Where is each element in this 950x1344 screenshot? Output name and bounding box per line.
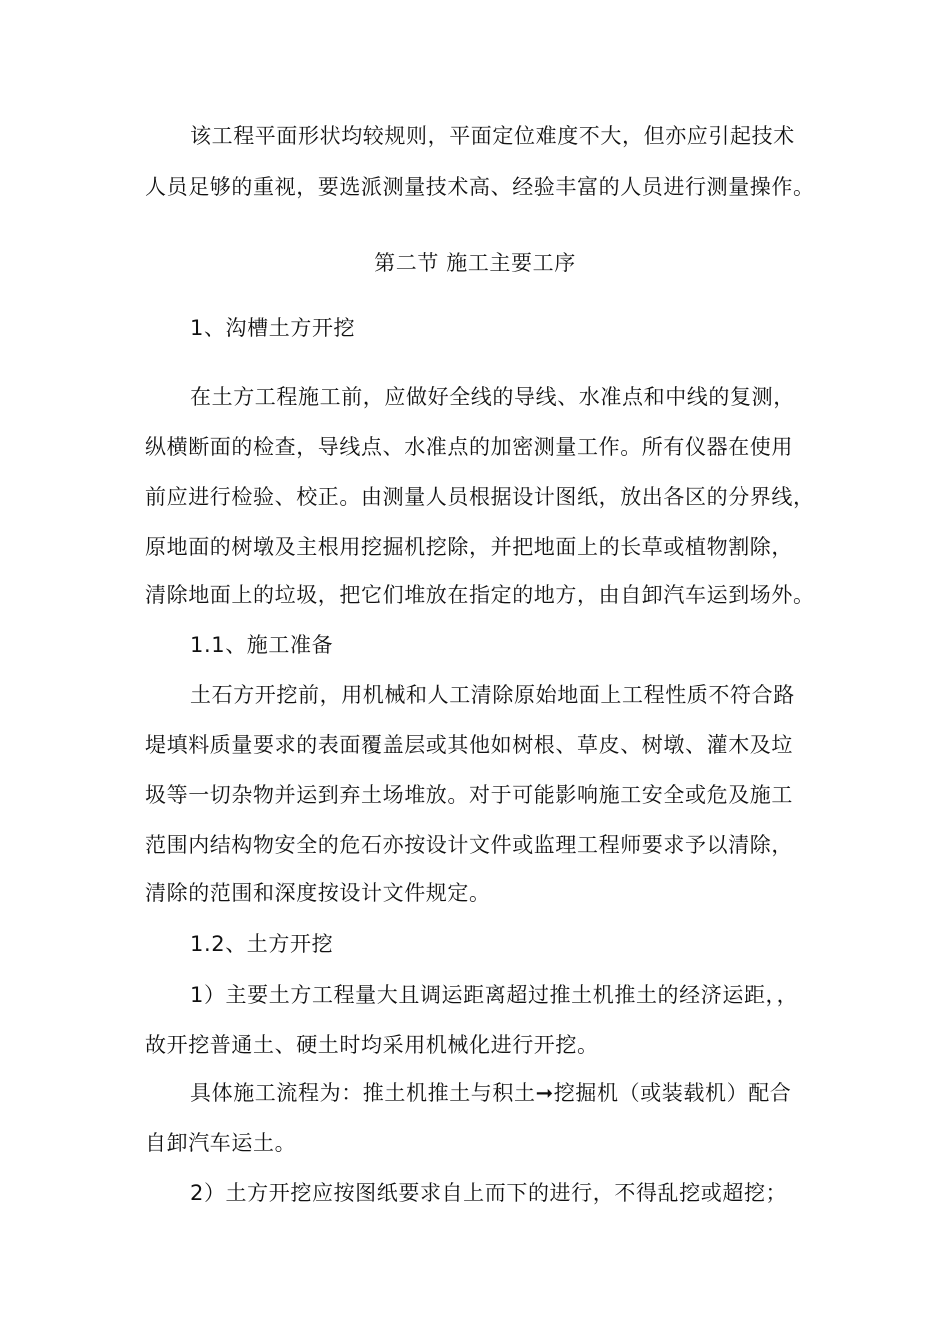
paragraph-line: 清除地面上的垃圾，把它们堆放在指定的地方，由自卸汽车运到场外。 bbox=[145, 583, 815, 607]
paragraph-line: 圾等一切杂物并运到弃土场堆放。对于可能影响施工安全或危及施工 bbox=[145, 783, 793, 807]
section-title: 第二节 施工主要工序 bbox=[374, 251, 576, 275]
paragraph-line: 在土方工程施工前，应做好全线的导线、水准点和中线的复测， bbox=[190, 385, 795, 409]
item-heading: 1.2、土方开挖 bbox=[190, 932, 334, 956]
paragraph-line: 堤填料质量要求的表面覆盖层或其他如树根、草皮、树墩、灌木及垃 bbox=[145, 733, 793, 757]
paragraph-line: 该工程平面形状均较规则，平面定位难度不大，但亦应引起技术 bbox=[190, 124, 795, 148]
item-heading: 1、沟槽土方开挖 bbox=[190, 316, 356, 340]
paragraph-line: 土石方开挖前，用机械和人工清除原始地面上工程性质不符合路 bbox=[190, 683, 795, 707]
paragraph-line: 纵横断面的检查，导线点、水准点的加密测量工作。所有仪器在使用 bbox=[145, 435, 793, 459]
paragraph-line: 自卸汽车运土。 bbox=[145, 1131, 297, 1155]
paragraph-line: 2）土方开挖应按图纸要求自上而下的进行，不得乱挖或超挖； bbox=[190, 1181, 788, 1205]
paragraph-line: 具体施工流程为：推土机推土与积土➞挖掘机（或装载机）配合 bbox=[190, 1081, 792, 1105]
paragraph-line: 清除的范围和深度按设计文件规定。 bbox=[145, 881, 491, 905]
paragraph-line: 1）主要土方工程量大且调运距离超过推土机推土的经济运距，， bbox=[190, 983, 799, 1007]
paragraph-line: 原地面的树墩及主根用挖掘机挖除，并把地面上的长草或植物割除， bbox=[145, 535, 793, 559]
item-heading: 1.1、施工准备 bbox=[190, 633, 334, 657]
paragraph-line: 人员足够的重视，要选派测量技术高、经验丰富的人员进行测量操作。 bbox=[145, 175, 815, 199]
paragraph-line: 前应进行检验、校正。由测量人员根据设计图纸，放出各区的分界线， bbox=[145, 485, 815, 509]
paragraph-line: 故开挖普通土、硬土时均采用机械化进行开挖。 bbox=[145, 1033, 599, 1057]
paragraph-line: 范围内结构物安全的危石亦按设计文件或监理工程师要求予以清除， bbox=[145, 833, 793, 857]
